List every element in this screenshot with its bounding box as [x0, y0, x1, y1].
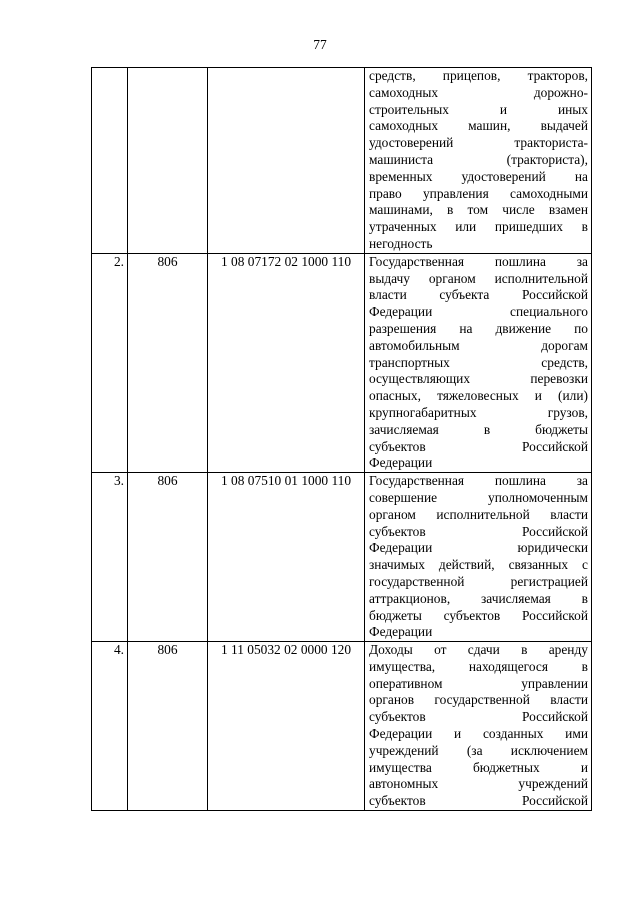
administrator-code-cell: 806	[128, 642, 208, 811]
text-line: Федерации юридически	[369, 540, 588, 556]
text-line: Федерации	[369, 455, 433, 471]
text-line: совершение уполномоченным	[369, 489, 588, 505]
row-number-cell: 4.	[92, 642, 128, 811]
text-line: Федерации	[369, 624, 433, 640]
text-line: строительных и иных	[369, 101, 588, 117]
text-line: негодность	[369, 235, 433, 251]
page-number: 77	[313, 37, 327, 52]
budget-classification-code-cell: 1 08 07510 01 1000 110	[208, 473, 365, 642]
budget-classification-code-cell: 1 08 07172 02 1000 110	[208, 253, 365, 472]
text-line: учреждений (за исключением	[369, 742, 588, 758]
text-line: удостоверений тракториста-	[369, 135, 588, 151]
budget-classification-code-cell	[208, 68, 365, 254]
text-line: Федерации специального	[369, 304, 588, 320]
text-line: машинами, в том числе взамен	[369, 202, 588, 218]
revenue-codes-table	[91, 67, 592, 811]
text-line: государственной регистрацией	[369, 573, 588, 589]
text-line: машиниста (тракториста),	[369, 151, 588, 167]
row-number-cell: 3.	[92, 473, 128, 642]
revenue-name-cell	[365, 68, 592, 254]
row-number-cell	[92, 68, 128, 254]
text-line: имущества, находящегося в	[369, 658, 588, 674]
text-line: автономных учреждений	[369, 776, 588, 792]
revenue-name-cell	[365, 473, 592, 642]
text-line: транспортных средств,	[369, 354, 588, 370]
text-line: временных удостоверений на	[369, 168, 588, 184]
table-row	[92, 642, 592, 811]
text-line: право управления самоходными	[369, 185, 588, 201]
text-line: субъектов Российской	[369, 438, 588, 454]
budget-classification-code-cell: 1 11 05032 02 0000 120	[208, 642, 365, 811]
text-line: осуществляющих перевозки	[369, 371, 588, 387]
text-line: Государственная пошлина за	[369, 473, 588, 489]
revenue-name-cell	[365, 253, 592, 472]
text-line: зачисляемая в бюджеты	[369, 421, 588, 437]
text-line: разрешения на движение по	[369, 320, 588, 336]
text-line: самоходных дорожно-	[369, 84, 588, 100]
text-line: крупногабаритных грузов,	[369, 404, 588, 420]
table-row	[92, 253, 592, 472]
administrator-code-cell: 806	[128, 253, 208, 472]
text-line: опасных, тяжеловесных и (или)	[369, 388, 588, 404]
text-line: субъектов Российской	[369, 709, 588, 725]
table-row	[92, 473, 592, 642]
text-line: аттракционов, зачисляемая в	[369, 590, 588, 606]
table-row	[92, 68, 592, 254]
text-line: значимых действий, связанных с	[369, 557, 588, 573]
text-line: органов государственной власти	[369, 692, 588, 708]
text-line: Государственная пошлина за	[369, 253, 588, 269]
text-line: утраченных или пришедших в	[369, 219, 588, 235]
text-line: оперативном управлении	[369, 675, 588, 691]
text-line: Федерации и созданных ими	[369, 726, 588, 742]
text-line: власти субъекта Российской	[369, 287, 588, 303]
text-line: самоходных машин, выдачей	[369, 118, 588, 134]
text-line: субъектов Российской	[369, 523, 588, 539]
row-number-cell: 2.	[92, 253, 128, 472]
text-line: органом исполнительной власти	[369, 506, 588, 522]
text-line: Доходы от сдачи в аренду	[369, 642, 588, 658]
administrator-code-cell	[128, 68, 208, 254]
text-line: бюджеты субъектов Российской	[369, 607, 588, 623]
administrator-code-cell: 806	[128, 473, 208, 642]
text-line: автомобильным дорогам	[369, 337, 588, 353]
text-line: средств, прицепов, тракторов,	[369, 68, 588, 83]
revenue-name-cell	[365, 642, 592, 811]
text-line: субъектов Российской	[369, 793, 588, 809]
text-line: имущества бюджетных и	[369, 759, 588, 775]
text-line: выдачу органом исполнительной	[369, 270, 588, 286]
